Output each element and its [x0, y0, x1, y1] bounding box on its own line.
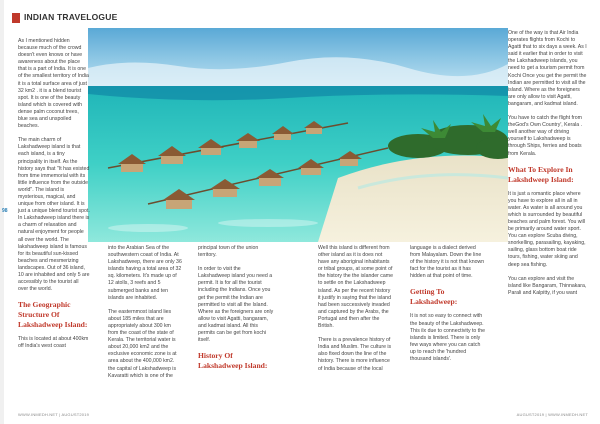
paragraph: into the Arabian Sea of the southwestern coast of India. At Lakshadweep, there are only 36 islands having a total area of 32 sq. kilometers. It's made up of 12 atolls, 3 reefs and 5 submerged banks and ten islands are inhabited.	[108, 245, 182, 301]
overwater-villas-photo	[88, 28, 508, 242]
header-accent-bar	[12, 13, 20, 23]
article-column-1	[18, 38, 90, 357]
paragraph: principal town of the union territory.	[198, 245, 259, 259]
footer-right: AUGUST2019 | WWW.INMEDH.NET	[516, 412, 588, 417]
paragraph: language is a dialect derived from Malayalam. Down the line of the history it is not that known fact for the tourist as it has hidden at that point of time.	[410, 245, 485, 280]
section-heading-getting-there: Getting To Lakshadweep:	[410, 287, 458, 307]
footer-left: WWW.INMEDH.NET | AUGUST2019	[18, 412, 90, 417]
paragraph: The main charm of Lakshadweep island is that each island, is a tiny principality in itself. As the history says that "It has existed from time immemorial with its little influence from the outside world". The island is mysterious, magical, and unique from other island. It is just a unique blend tourist spot. In Lakshadweep island there is a charm of relaxation and natural enjoyment for people all over the world. The lakshadweep island is famous for its beautiful sun-kissed beaches and mesmerizing landscapes. Out of 36 island, 10 are inhabited and only 5 are accessibly to the tourist all over the world.	[18, 137, 90, 293]
section-heading-geography: The Geographic Structure Of Lakshadweep Island:	[18, 300, 88, 330]
paragraph: It is just a romantic place where you have to explore all in all in water. As water is all around you which is surrounded by beautiful beaches and palm forest. You will be primarily around water sport. You can explore Scuba diving, snorkelling, parasailing, kayaking, sailing, glass bottom boat ride tours, fishing, water skiing and deep sea fishing.	[508, 190, 586, 268]
paragraph: This is located at about 400km off India's west coast	[18, 336, 89, 350]
paragraph: You can explore and visit the island like Bangaram, Thinnakara, Parali and Kalpitty, if you want	[508, 275, 587, 296]
article-column-3	[198, 245, 274, 377]
article-column-6	[508, 30, 588, 304]
paragraph: The easternmost island lies about 185 miles that are appropriately about 300 km from the coast of the state of Kerala. The territorial water is about 20,000 km2 and the exclusive economic zone is at area about the 400,000 km2. the capital of Lakshadweep is Kavaratti which is one of the	[108, 308, 177, 379]
section-heading-explore: What To Explore In Lakshdweep Island:	[508, 164, 574, 184]
paragraph: One of the way is that Air India operates flights from Kochi to Agatti that to six days a week. As I said it earlier that in order to visit the Lakshadweep islands, you need to get a tourism permit from Kochi Once you get the permit the Indian are permitted to visit all the island. Where as the foreigners are only allow to visit Agatti, bangaram, and kadmat island.	[508, 30, 587, 107]
article-column-5	[410, 245, 486, 370]
paragraph: It is not so easy to connect with the beauty of the Lakshadweep. This ilx due to connectivity to the islands is limited. There is only few ways where you can catch up to reach the 'hundred thousand islands'.	[410, 313, 485, 363]
section-heading-history: History Of Lakshadweep Island:	[198, 351, 268, 371]
paragraph: You have to catch the flight from theGod's Own Country', Kerala . well another way of driving yourself to Lakshadweep is through Ships, ferries and boats from Kerala.	[508, 115, 583, 157]
article-column-4	[318, 245, 394, 380]
paragraph: Well this island is different from other island as it is does not have any aboriginal inhabitants or tribal groups, at some point of the history the the islander came to settle on the Lakshadweep island. As per the recent history it justify in saying that the island had been successively invaded and captured by the Arabs, the Portugal and then after the British.	[318, 245, 393, 330]
paragraph: In order to visit the Lakshadweep island you need a permit. It is for all the tourist including the Indians. Once you get the permit the Indian are permitted to visit all the Island. Where as the foreigners are only allow to visit Agatti, bangaram, and kadmat island. All this permits can be get from kochi itself.	[198, 266, 274, 344]
article-column-2	[108, 245, 182, 387]
section-header: INDIAN TRAVELOGUE	[24, 12, 118, 22]
lagoon-photo-illustration	[88, 28, 508, 242]
paragraph: As I mentioned hidden because much of the crowd doesn't even knows or have awareness about the place that is a part of India. It is one of the smallest territory of India it is a total surface area of just 32 km2 . it is a blend tourist spot. It is one of the beauty island which is covered with dense palm coconut trees, blue sea and unspoiled beaches.	[18, 38, 89, 130]
paragraph: There is a prevalence history of India and Muslim. The culture is also fixed down the line of the history. There is more influence of India because of the local	[318, 337, 392, 372]
page-number: 98	[2, 208, 8, 214]
